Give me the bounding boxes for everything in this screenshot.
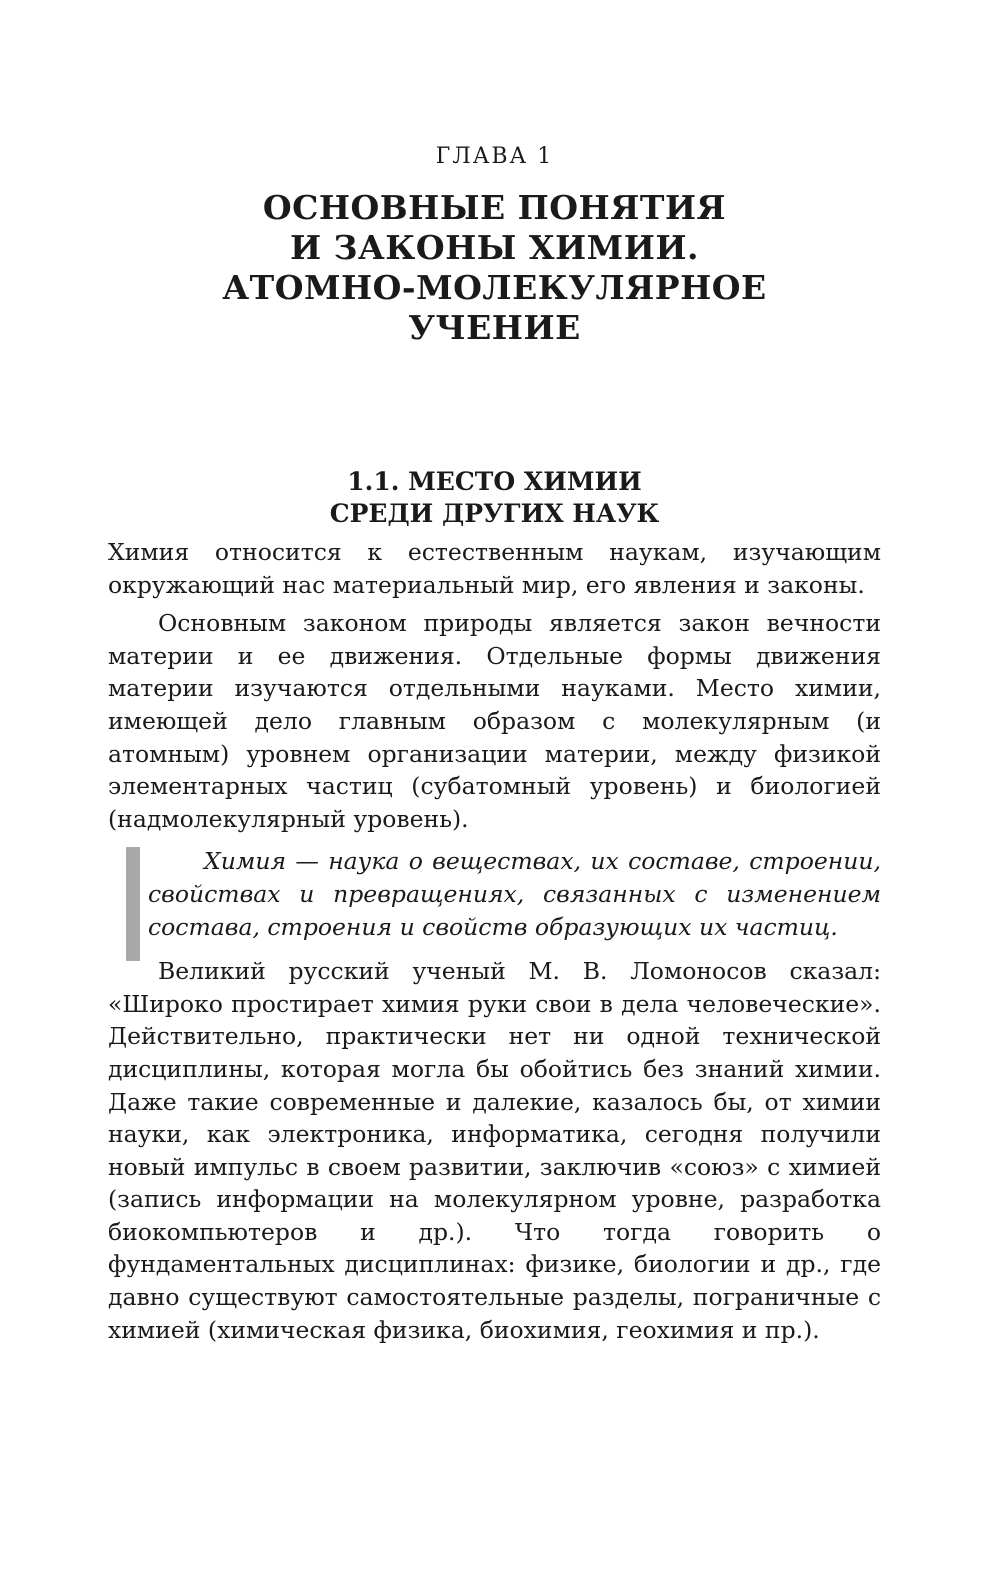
section-title-line: 1.1. МЕСТО ХИМИИ [347, 467, 642, 496]
definition-bar [126, 847, 140, 961]
definition-text: Химия — наука о веществах, их составе, строении, свойствах и превращениях, связанных с изменением состава, строения и свойств образующих их частиц. [148, 847, 881, 941]
paragraph-intro: Химия относится к естественным наукам, изучающим окружающий нас материальный мир, его явления и законы. [108, 538, 881, 599]
chapter-title-line: ОСНОВНЫЕ ПОНЯТИЯ [262, 188, 727, 227]
section-title [108, 466, 881, 530]
chapter-title-line: УЧЕНИЕ [408, 308, 581, 347]
chapter-title-line: И ЗАКОНЫ ХИМИИ. [289, 228, 700, 267]
paragraph-lomonosov: Великий русский ученый М. В. Ломоносов сказал: «Широко простирает химия руки свои в дела человеческие». Действительно, практически нет ни одной технической дисциплины, которая могла бы обойтись без знаний химии. Даже такие современные и далекие, казалось бы, от химии науки, как электроника, информатика, сегодня получили новый импульс в своем развитии, заключив «союз» с химией (запись информации на молекулярном уровне, разработка биокомпьютеров и др.). Что тогда говорить о фундаментальных дисциплинах: физике, биологии и др., где давно существуют самостоятельные разделы, пограничные с химией (химическая физика, биохимия, геохимия и пр.). [108, 957, 881, 1344]
section-title-line: СРЕДИ ДРУГИХ НАУК [329, 499, 660, 528]
definition-block [108, 845, 881, 943]
chapter-label: ГЛАВА 1 [435, 144, 554, 169]
chapter-title-line: АТОМНО-МОЛЕКУЛЯРНОЕ [222, 268, 767, 307]
chapter-title [108, 188, 881, 348]
paragraph-matter: Основным законом природы является закон вечности материи и ее движения. Отдельные формы движения материи изучаются отдельными науками. Место химии, имеющей дело главным образом с молекулярным (и атомным) уровнем организации материи, между физикой элементарных частиц (субатомный уровень) и биологией (надмолекулярный уровень). [108, 609, 881, 833]
body-text [108, 536, 881, 1346]
